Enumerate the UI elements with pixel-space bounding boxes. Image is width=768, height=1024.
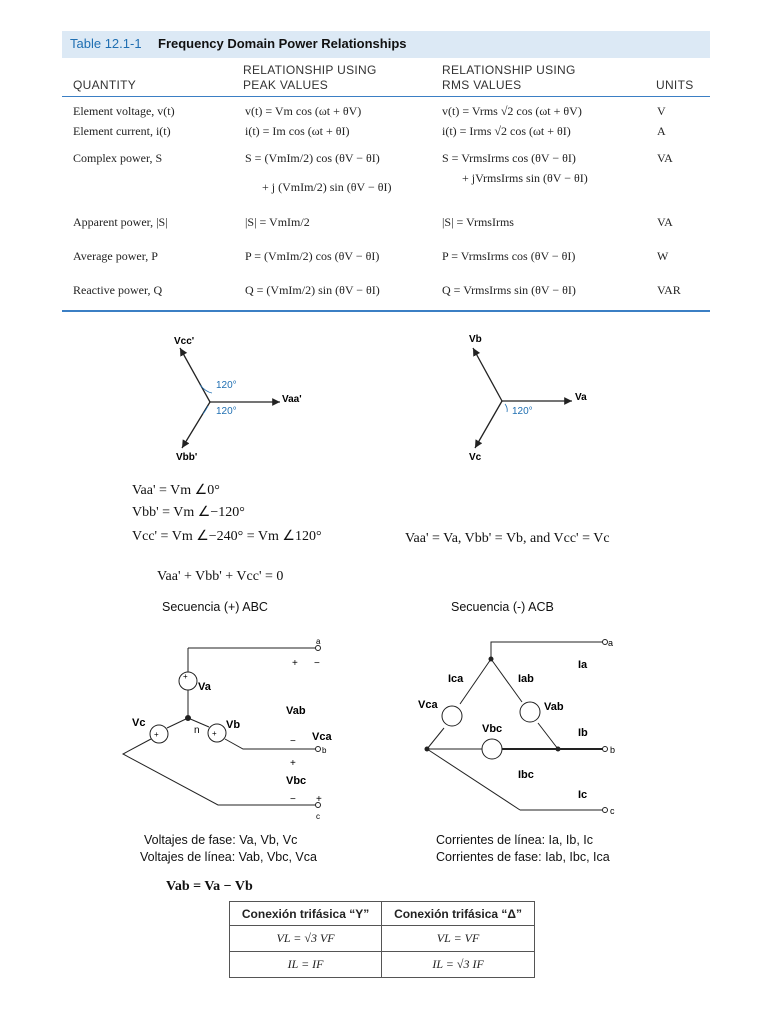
- row-complex-peak-2: + j (VmIm/2) sin (θV − θI): [262, 180, 392, 194]
- row-apparent-rms: |S| = VrmsIrms: [442, 215, 514, 229]
- vbb-arrow: [182, 402, 210, 448]
- label-vbc: Vbc: [482, 723, 503, 735]
- terminal-a: a: [608, 638, 614, 648]
- row-complex-units: VA: [657, 151, 673, 165]
- delta-circuit-diagram: [410, 632, 625, 824]
- label-iab: Iab: [518, 673, 534, 685]
- terminal-b: b: [322, 746, 327, 755]
- terminal-b: b: [610, 745, 616, 755]
- vab-plus: +: [292, 658, 298, 669]
- vb-label: Vb: [469, 334, 482, 345]
- row-reactive-units: VAR: [657, 283, 681, 297]
- vb-plus: +: [212, 729, 217, 738]
- angle-arc-bottom: [203, 406, 208, 414]
- label-vca: Vca: [418, 699, 438, 711]
- header-delta: Conexión trifásica “Δ”: [382, 902, 535, 926]
- row-voltage-units: V: [657, 104, 666, 118]
- header-rms-line2: RMS VALUES: [442, 78, 522, 92]
- row-reactive-rms: Q = VrmsIrms sin (θV − θI): [442, 283, 576, 297]
- label-vab: Vab: [286, 705, 306, 717]
- equation-correspondence: Vaa' = Va, Vbb' = Vb, and Vcc' = Vc: [405, 531, 610, 546]
- terminal-a: a: [316, 637, 321, 646]
- row-reactive-peak: Q = (VmIm/2) sin (θV − θI): [245, 283, 380, 297]
- label-ib: Ib: [578, 727, 588, 739]
- angle-label-top: 120°: [216, 380, 237, 391]
- header-quantity: QUANTITY: [73, 78, 137, 92]
- header-rms-line1: RELATIONSHIP USING: [442, 63, 576, 77]
- header-peak-line1: RELATIONSHIP USING: [243, 63, 377, 77]
- wye-current-relation: IL = IF: [230, 952, 382, 978]
- row-voltage-quantity: Element voltage, v(t): [73, 104, 175, 118]
- caption-line-currents: Corrientes de línea: Ia, Ib, Ic: [436, 833, 594, 847]
- row-voltage-peak: v(t) = Vm cos (ωt + θV): [245, 104, 362, 118]
- header-peak-line2: PEAK VALUES: [243, 78, 329, 92]
- row-reactive-quantity: Reactive power, Q: [73, 283, 163, 297]
- phasor-diagram-positive: [160, 330, 330, 470]
- caption-positive-sequence: Secuencia (+) ABC: [162, 600, 268, 614]
- row-current-units: A: [657, 124, 666, 138]
- va-plus: +: [183, 672, 188, 681]
- vca-minus: −: [314, 658, 320, 669]
- row-average-peak: P = (VmIm/2) cos (θV − θI): [245, 249, 380, 263]
- caption-line-voltages: Voltajes de línea: Vab, Vbc, Vca: [140, 850, 317, 864]
- vaa-label: Vaa': [282, 394, 302, 405]
- delta-current-relation: IL = √3 IF: [382, 952, 535, 978]
- phasor-diagram-negative: [455, 330, 595, 465]
- vbc-plus: +: [290, 758, 296, 769]
- row-complex-quantity: Complex power, S: [73, 151, 163, 165]
- vbb-label: Vbb': [176, 452, 198, 463]
- vcc-arrow: [180, 348, 210, 402]
- va-label: Va: [575, 392, 587, 403]
- vc-label: Vc: [469, 452, 482, 463]
- label-n: n: [194, 725, 200, 736]
- vcc-label: Vcc': [174, 336, 195, 347]
- terminal-c: c: [610, 806, 615, 816]
- angle-label: 120°: [512, 406, 533, 417]
- label-ica: Ica: [448, 673, 464, 685]
- label-vca: Vca: [312, 731, 332, 743]
- header-units: UNITS: [656, 78, 694, 92]
- caption-phase-voltages: Voltajes de fase: Va, Vb, Vc: [144, 833, 298, 847]
- vab-minus: −: [290, 736, 296, 747]
- row-average-rms: P = VrmsIrms cos (θV − θI): [442, 249, 576, 263]
- table-title-bar: [62, 31, 710, 58]
- table-title: Frequency Domain Power Relationships: [158, 36, 407, 51]
- formula-vab: Vab = Va − Vb: [166, 879, 253, 894]
- label-ibc: Ibc: [518, 769, 534, 781]
- equation-vbb: Vbb' = Vm ∠−120°: [132, 505, 245, 520]
- label-ia: Ia: [578, 659, 588, 671]
- row-average-quantity: Average power, P: [73, 249, 158, 263]
- row-complex-rms: S = VrmsIrms cos (θV − θI): [442, 151, 576, 165]
- label-ic: Ic: [578, 789, 588, 801]
- row-current-peak: i(t) = Im cos (ωt + θI): [245, 124, 350, 138]
- angle-label-bottom: 120°: [216, 406, 237, 417]
- wye-circuit-diagram: [118, 632, 348, 824]
- row-complex-rms-2: + jVrmsIrms sin (θV − θI): [462, 171, 588, 185]
- row-average-units: W: [657, 249, 669, 263]
- row-apparent-units: VA: [657, 215, 673, 229]
- label-vc: Vc: [132, 717, 146, 729]
- vc-plus: +: [154, 730, 159, 739]
- row-apparent-peak: |S| = VmIm/2: [245, 215, 310, 229]
- row-apparent-quantity: Apparent power, |S|: [73, 215, 168, 229]
- row-current-quantity: Element current, i(t): [73, 124, 171, 138]
- vca-plus: +: [316, 794, 322, 805]
- label-vb: Vb: [226, 719, 241, 731]
- row-current-rms: i(t) = Irms √2 cos (ωt + θI): [442, 124, 571, 138]
- caption-negative-sequence: Secuencia (-) ACB: [451, 600, 554, 614]
- equation-sum: Vaa' + Vbb' + Vcc' = 0: [157, 569, 284, 584]
- angle-arc: [505, 404, 507, 412]
- connection-comparison-table: [229, 901, 535, 978]
- caption-phase-currents: Corrientes de fase: Iab, Ibc, Ica: [436, 850, 610, 864]
- vc-arrow: [475, 401, 502, 448]
- header-wye: Conexión trifásica “Y”: [230, 902, 382, 926]
- label-vab: Vab: [544, 701, 564, 713]
- row-complex-peak: S = (VmIm/2) cos (θV − θI): [245, 151, 380, 165]
- equation-vcc: Vcc' = Vm ∠−240° = Vm ∠120°: [132, 529, 322, 544]
- terminal-c: c: [316, 812, 320, 821]
- wye-voltage-relation: VL = √3 VF: [230, 926, 382, 952]
- table-header-rule: [62, 96, 710, 97]
- label-vbc: Vbc: [286, 775, 307, 787]
- label-va: Va: [198, 681, 211, 693]
- delta-voltage-relation: VL = VF: [382, 926, 535, 952]
- table-bottom-rule: [62, 310, 710, 312]
- row-voltage-rms: v(t) = Vrms √2 cos (ωt + θV): [442, 104, 582, 118]
- vb-arrow: [473, 348, 502, 401]
- table-number: Table 12.1-1: [70, 36, 142, 51]
- vbc-minus: −: [290, 794, 296, 805]
- equation-vaa: Vaa' = Vm ∠0°: [132, 483, 220, 498]
